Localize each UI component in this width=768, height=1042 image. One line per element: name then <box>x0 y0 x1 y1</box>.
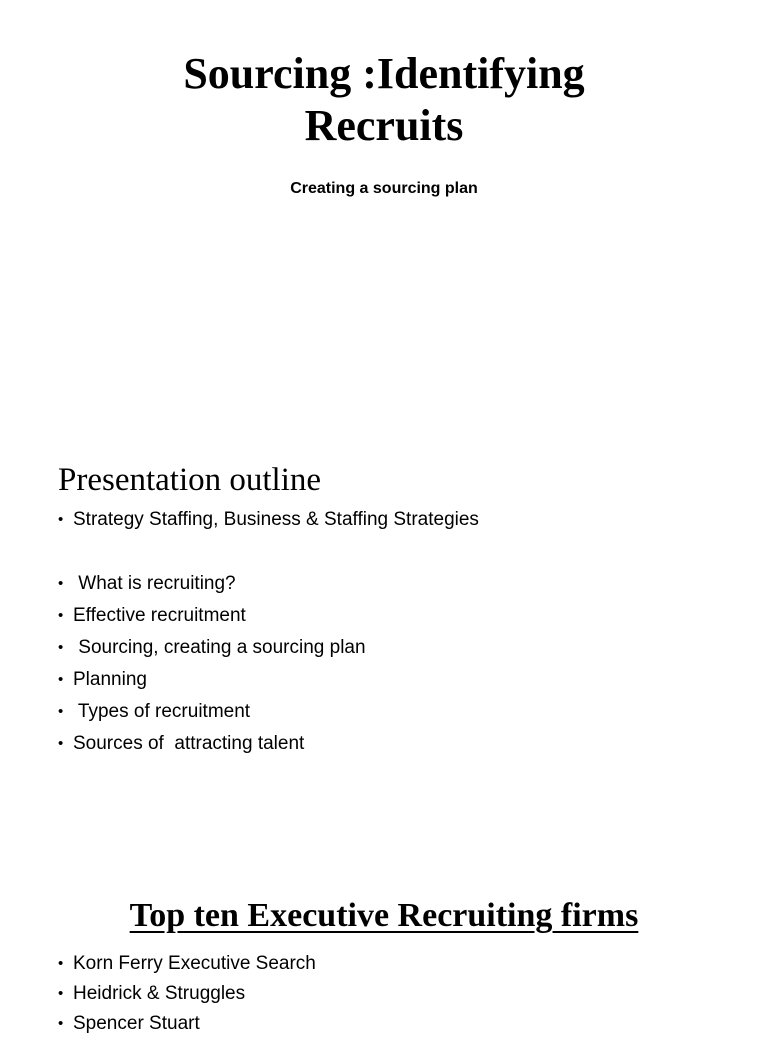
firms-heading-text: Top ten Executive Recruiting firms <box>129 897 639 934</box>
slide-subtitle: Creating a sourcing plan <box>290 180 478 197</box>
slide-title-heading <box>0 48 768 152</box>
list-item: • Heidrick & Struggles <box>58 982 316 1012</box>
firms-heading <box>0 896 768 936</box>
slide-title <box>0 0 768 420</box>
outline-heading: Presentation outline <box>58 462 322 498</box>
list-item: • Sources of attracting talent <box>58 732 479 764</box>
list-item: • Types of recruitment <box>58 700 479 732</box>
title-line-2: Recruits <box>304 101 464 150</box>
list-item: • Spencer Stuart <box>58 1012 316 1042</box>
slide-recruiting-firms <box>0 880 768 1034</box>
slide-outline <box>0 440 768 840</box>
list-item: • Sourcing, creating a sourcing plan <box>58 636 479 668</box>
list-item: • What is recruiting? <box>58 572 479 604</box>
list-item: • Planning <box>58 668 479 700</box>
firms-list <box>58 952 316 1042</box>
outline-list <box>58 508 479 764</box>
list-item: • Strategy Staffing, Business & Staffing Strategies <box>58 508 479 572</box>
title-line-1: Sourcing :Identifying <box>183 49 585 98</box>
list-item: • Korn Ferry Executive Search <box>58 952 316 982</box>
list-item: • Effective recruitment <box>58 604 479 636</box>
